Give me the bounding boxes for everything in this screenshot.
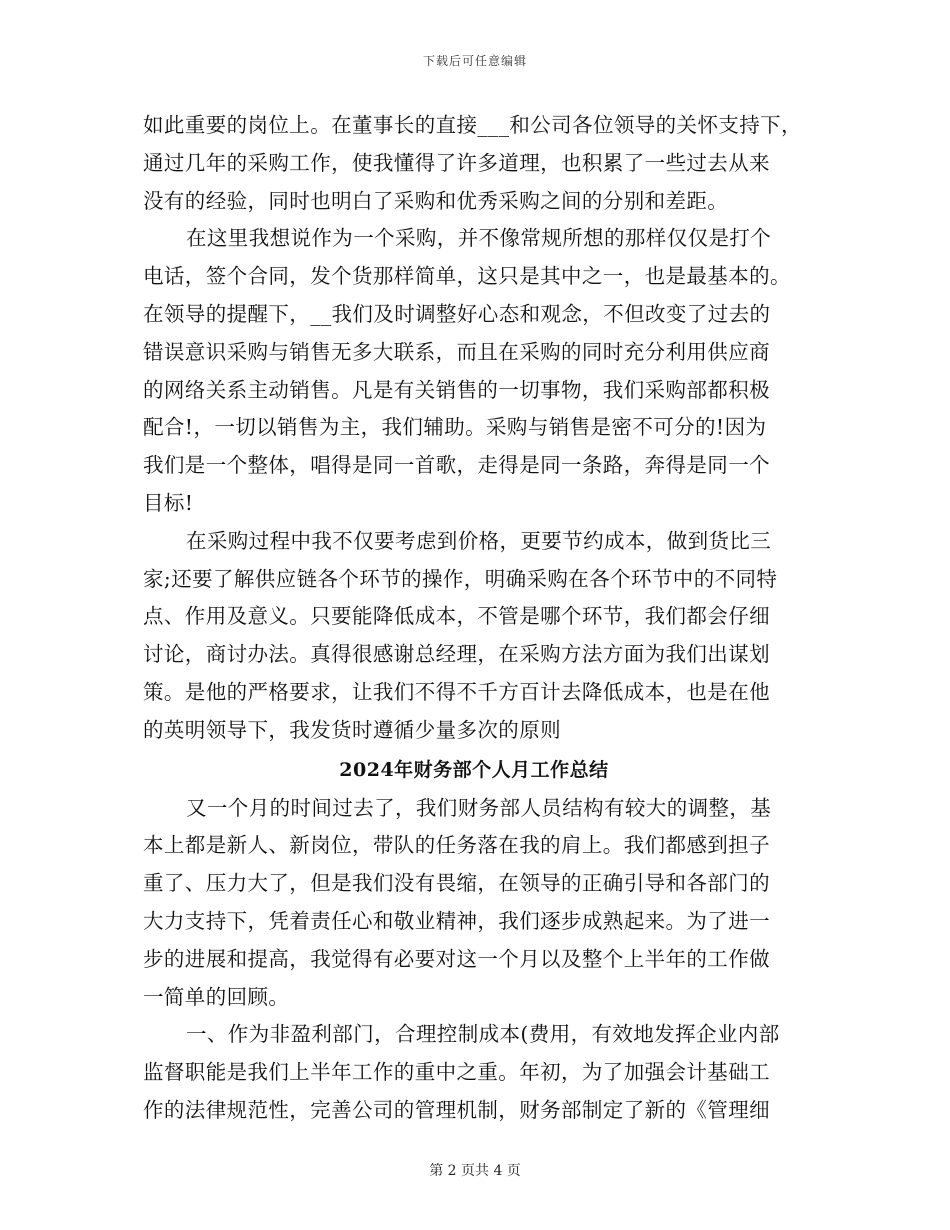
paragraph-first-line: 在这里我想说作为一个采购，并不像常规所想的那样仅仅是打个 — [186, 226, 772, 251]
paragraph-first-line: 又一个月的时间过去了，我们财务部人员结构有较大的调整，基 — [186, 795, 772, 820]
text-line: 如此重要的岗位上。在董事长的直接___和公司各位领导的关怀支持下， — [143, 113, 802, 137]
text-line: 家;还要了解供应链各个环节的操作，明确采购在各个环节中的不同特 — [143, 566, 778, 591]
page-header: 下载后可任意编辑 — [422, 54, 527, 68]
text-line: 策。是他的严格要求，让我们不得不千方百计去降低成本，也是在他 — [143, 679, 770, 704]
document-body — [143, 107, 805, 1130]
text-line: 点、作用及意义。只要能降低成本，不管是哪个环节，我们都会仔细 — [143, 604, 770, 629]
paragraph-first-line: 一、作为非盈利部门，合理控制成本(费用，有效地发挥企业内部 — [186, 1022, 780, 1047]
text-line: 重了、压力大了，但是我们没有畏缩，在领导的正确引导和各部门的 — [143, 871, 770, 896]
text-line: 本上都是新人、新岗位，带队的任务落在我的肩上。我们都感到担子 — [143, 833, 770, 858]
text-line: 步的进展和提高，我觉得有必要对这一个月以及整个上半年的工作做 — [143, 946, 770, 971]
text-line: 我们是一个整体，唱得是同一首歌，走得是同一条路，奔得是同一个 — [143, 453, 770, 478]
text-line: 作的法律规范性，完善公司的管理机制，财务部制定了新的《管理细 — [143, 1097, 770, 1122]
text-line: 配合!，一切以销售为主，我们辅助。采购与销售是密不可分的!因为 — [143, 415, 767, 440]
paragraph-first-line: 在采购过程中我不仅要考虑到价格，更要节约成本，做到货比三 — [186, 528, 772, 553]
text-line: 的网络关系主动销售。凡是有关销售的一切事物，我们采购部都积极 — [143, 377, 770, 402]
text-line: 一简单的回顾。 — [143, 984, 290, 1009]
text-line: 在领导的提醒下，__我们及时调整好心态和观念，不但改变了过去的 — [143, 301, 771, 326]
text-line: 讨论，商讨办法。真得很感谢总经理，在采购方法方面为我们出谋划 — [143, 642, 770, 667]
section-title: 2024年财务部个人月工作总结 — [339, 758, 609, 781]
text-line: 大力支持下，凭着责任心和敬业精神，我们逐步成熟起来。为了进一 — [143, 908, 770, 933]
text-line: 监督职能是我们上半年工作的重中之重。年初，为了加强会计基础工 — [143, 1060, 770, 1085]
text-line: 目标! — [143, 490, 194, 515]
text-line: 没有的经验，同时也明白了采购和优秀采购之间的分别和差距。 — [143, 188, 729, 213]
page-number: 第 2 页共 4 页 — [429, 1163, 521, 1179]
text-line: 的英明领导下，我发货时遵循少量多次的原则 — [143, 717, 561, 742]
text-line: 错误意识采购与销售无多大联系，而且在采购的同时充分利用供应商 — [143, 339, 770, 364]
text-line: 通过几年的采购工作，使我懂得了许多道理，也积累了一些过去从来 — [143, 150, 770, 175]
text-line: 电话，签个合同，发个货那样简单，这只是其中之一，也是最基本的。 — [143, 264, 791, 289]
